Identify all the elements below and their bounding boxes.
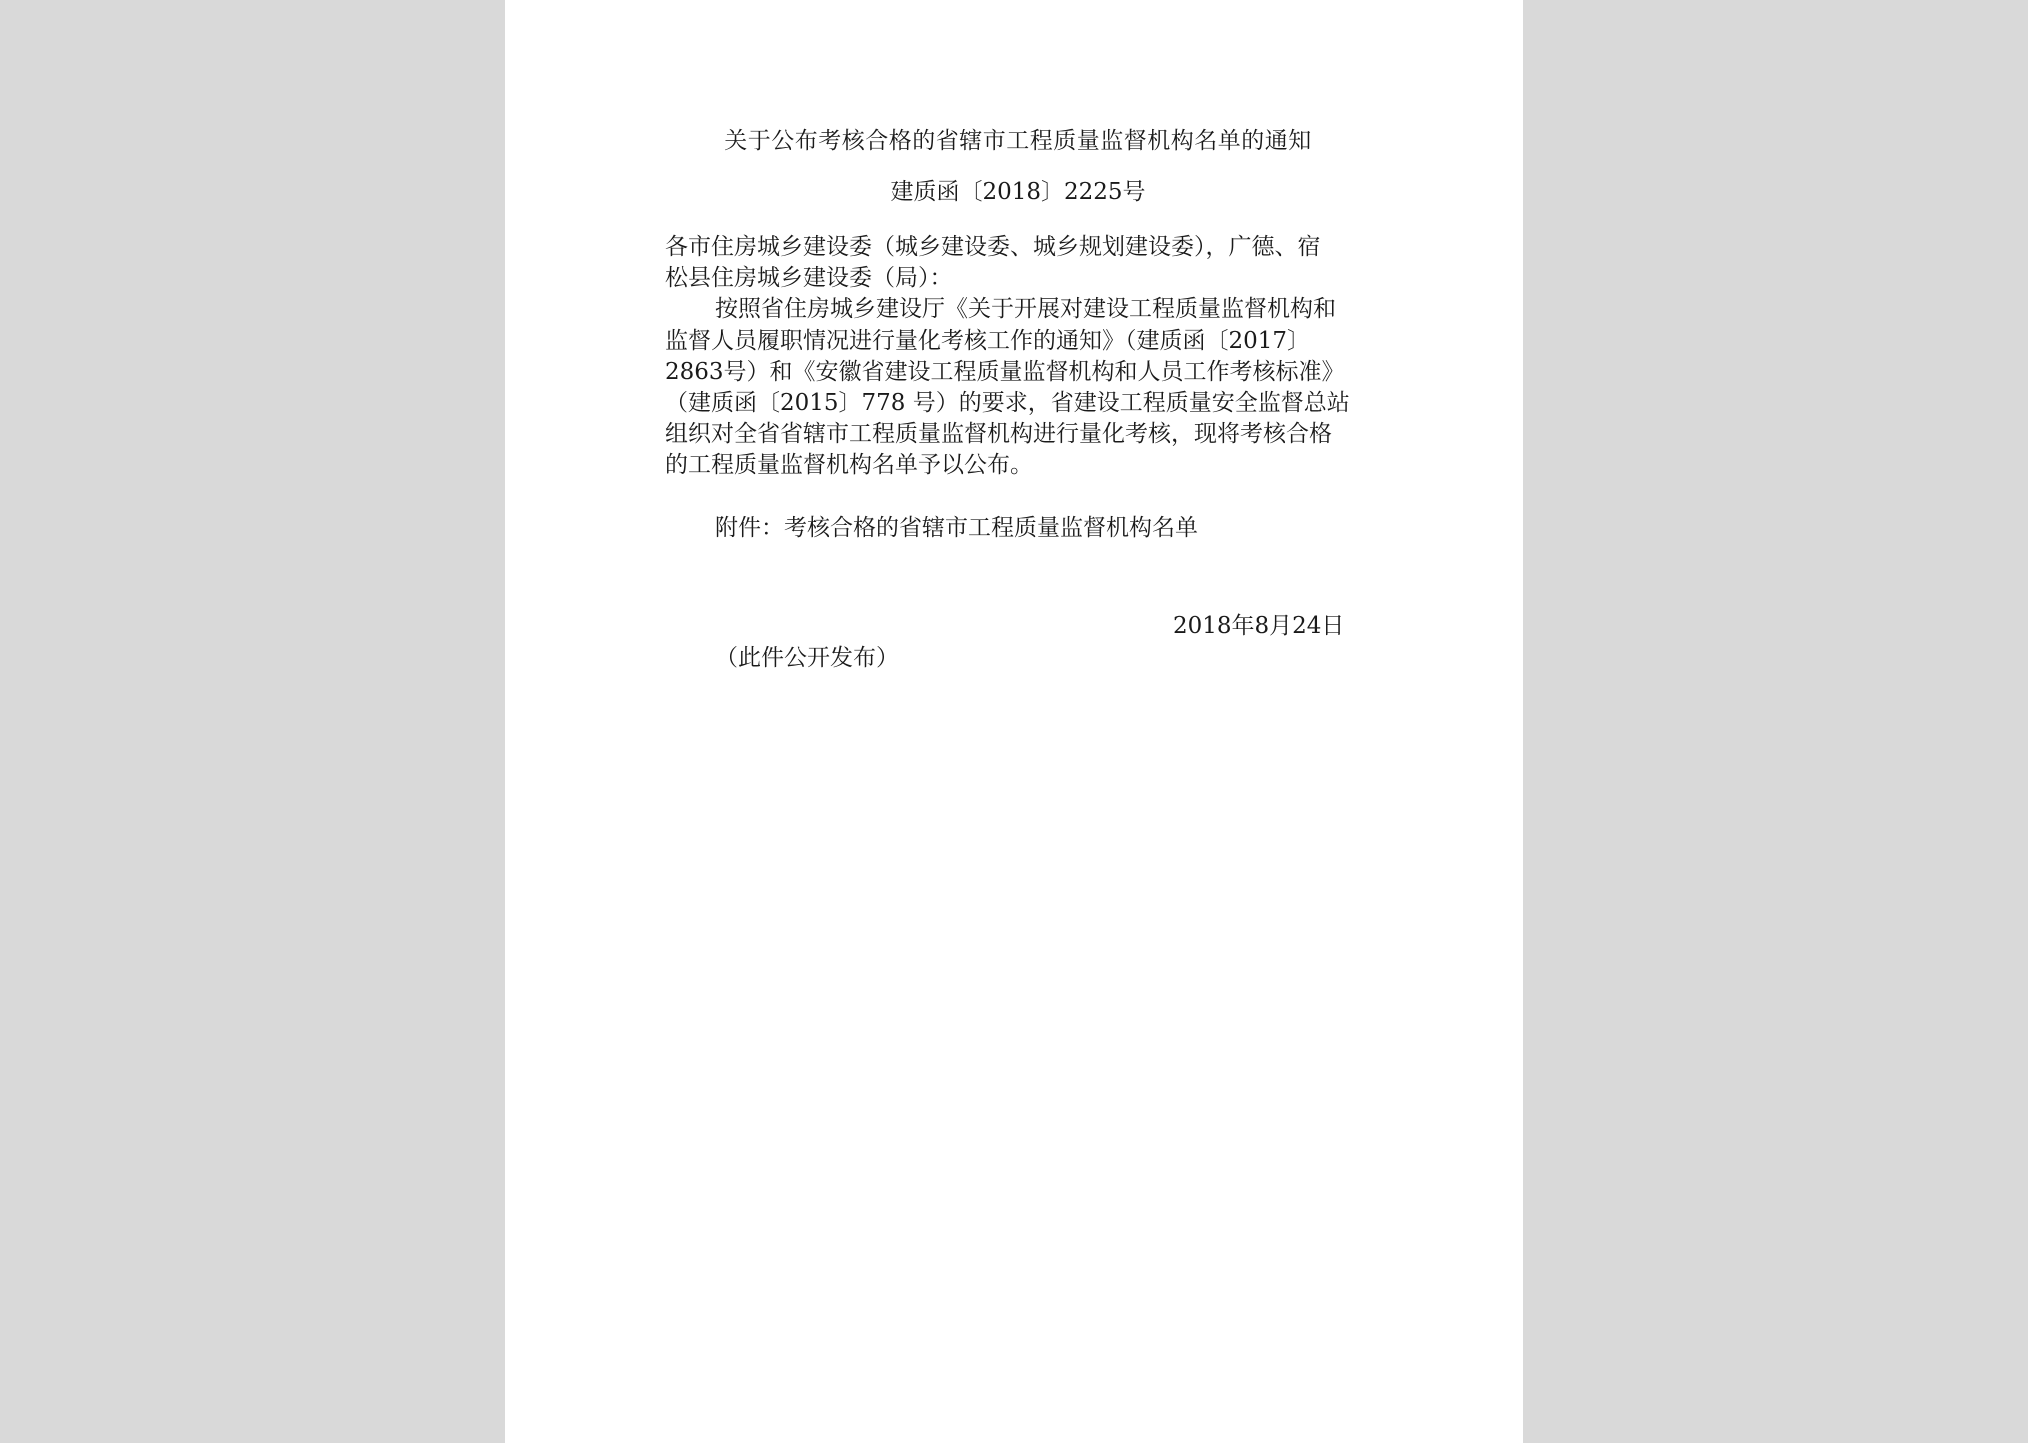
recipient-line: 松县住房城乡建设委（局）：: [665, 265, 953, 292]
body-line: （建质函〔2015〕778 号）的要求，省建设工程质量安全监督总站: [665, 389, 1350, 416]
body-line: 按照省住房城乡建设厅《关于开展对建设工程质量监督机构和: [715, 296, 1336, 323]
attachment-line: 附件：考核合格的省辖市工程质量监督机构名单: [715, 514, 1198, 541]
publish-note: （此件公开发布）: [715, 645, 899, 671]
document-body: [665, 232, 1370, 544]
document-number: 建质函〔2018〕2225号: [890, 179, 1146, 205]
document-title: 关于公布考核合格的省辖市工程质量监督机构名单的通知: [724, 128, 1312, 154]
issue-date: 2018年8月24日: [1173, 613, 1345, 639]
recipient-line: 各市住房城乡建设委（城乡建设委、城乡规划建设委），广德、宿: [665, 234, 1321, 260]
body-line: 监督人员履职情况进行量化考核工作的通知》（建质函〔2017〕: [665, 327, 1311, 354]
body-line: 的工程质量监督机构名单予以公布。: [665, 452, 1033, 479]
paragraph-gap: [665, 482, 1370, 513]
body-line: 2863号）和《安徽省建设工程质量监督机构和人员工作考核标准》: [665, 358, 1345, 385]
body-line: 组织对全省省辖市工程质量监督机构进行量化考核，现将考核合格: [665, 421, 1332, 448]
document-page: [505, 0, 1523, 1443]
